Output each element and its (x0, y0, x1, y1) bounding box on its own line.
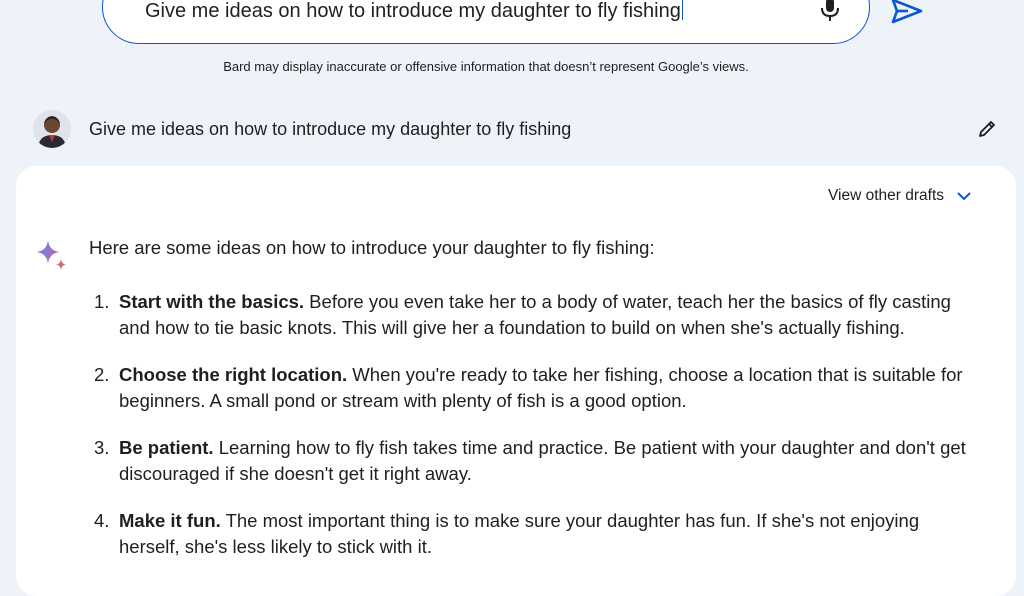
item-title: Start with the basics. (119, 291, 305, 312)
prompt-input-bar[interactable] (102, 0, 870, 44)
item-body: The most important thing is to make sure your daughter has fun. If she's not enjoying herself, she's less likely to stick with it. (119, 510, 920, 557)
ideas-list (94, 289, 974, 581)
pencil-icon[interactable] (976, 118, 998, 140)
user-prompt-text: Give me ideas on how to introduce my daughter to fly fishing (89, 119, 572, 139)
item-number: 2. (94, 364, 110, 385)
chevron-down-icon (956, 190, 972, 202)
disclaimer-text: Bard may display inaccurate or offensive information that doesn’t represent Google’s views. (223, 59, 749, 74)
item-title: Choose the right location. (119, 364, 348, 385)
list-item (94, 508, 974, 560)
list-item (94, 362, 974, 414)
item-title: Make it fun. (119, 510, 221, 531)
list-item (94, 435, 974, 487)
bard-sparkle-icon (34, 238, 70, 274)
list-item (94, 289, 974, 341)
view-other-drafts-button[interactable] (828, 187, 972, 205)
response-intro: Here are some ideas on how to introduce your daughter to fly fishing: (89, 237, 655, 258)
item-body: Learning how to fly fish takes time and practice. Be patient with your daughter and don't get discouraged if she doesn't get it right away. (119, 437, 966, 484)
mic-icon[interactable] (819, 0, 841, 23)
item-title: Be patient. (119, 437, 214, 458)
item-body: Before you even take her to a body of water, teach her the basics of fly casting and how to tie basic knots. This will give her a foundation to build on when she's actually fishing. (119, 291, 951, 338)
item-number: 4. (94, 510, 110, 531)
send-icon[interactable] (890, 0, 924, 24)
item-number: 3. (94, 437, 110, 458)
response-card (16, 166, 1016, 596)
item-body: When you're ready to take her fishing, choose a location that is suitable for beginners. A small pond or stream with plenty of fish is a good option. (119, 364, 963, 411)
prompt-input-value[interactable]: Give me ideas on how to introduce my daughter to fly fishing (145, 0, 681, 22)
user-avatar (33, 110, 71, 148)
prompt-input[interactable] (145, 0, 683, 23)
text-caret (682, 0, 684, 20)
view-other-drafts-label: View other drafts (828, 187, 945, 204)
item-number: 1. (94, 291, 110, 312)
